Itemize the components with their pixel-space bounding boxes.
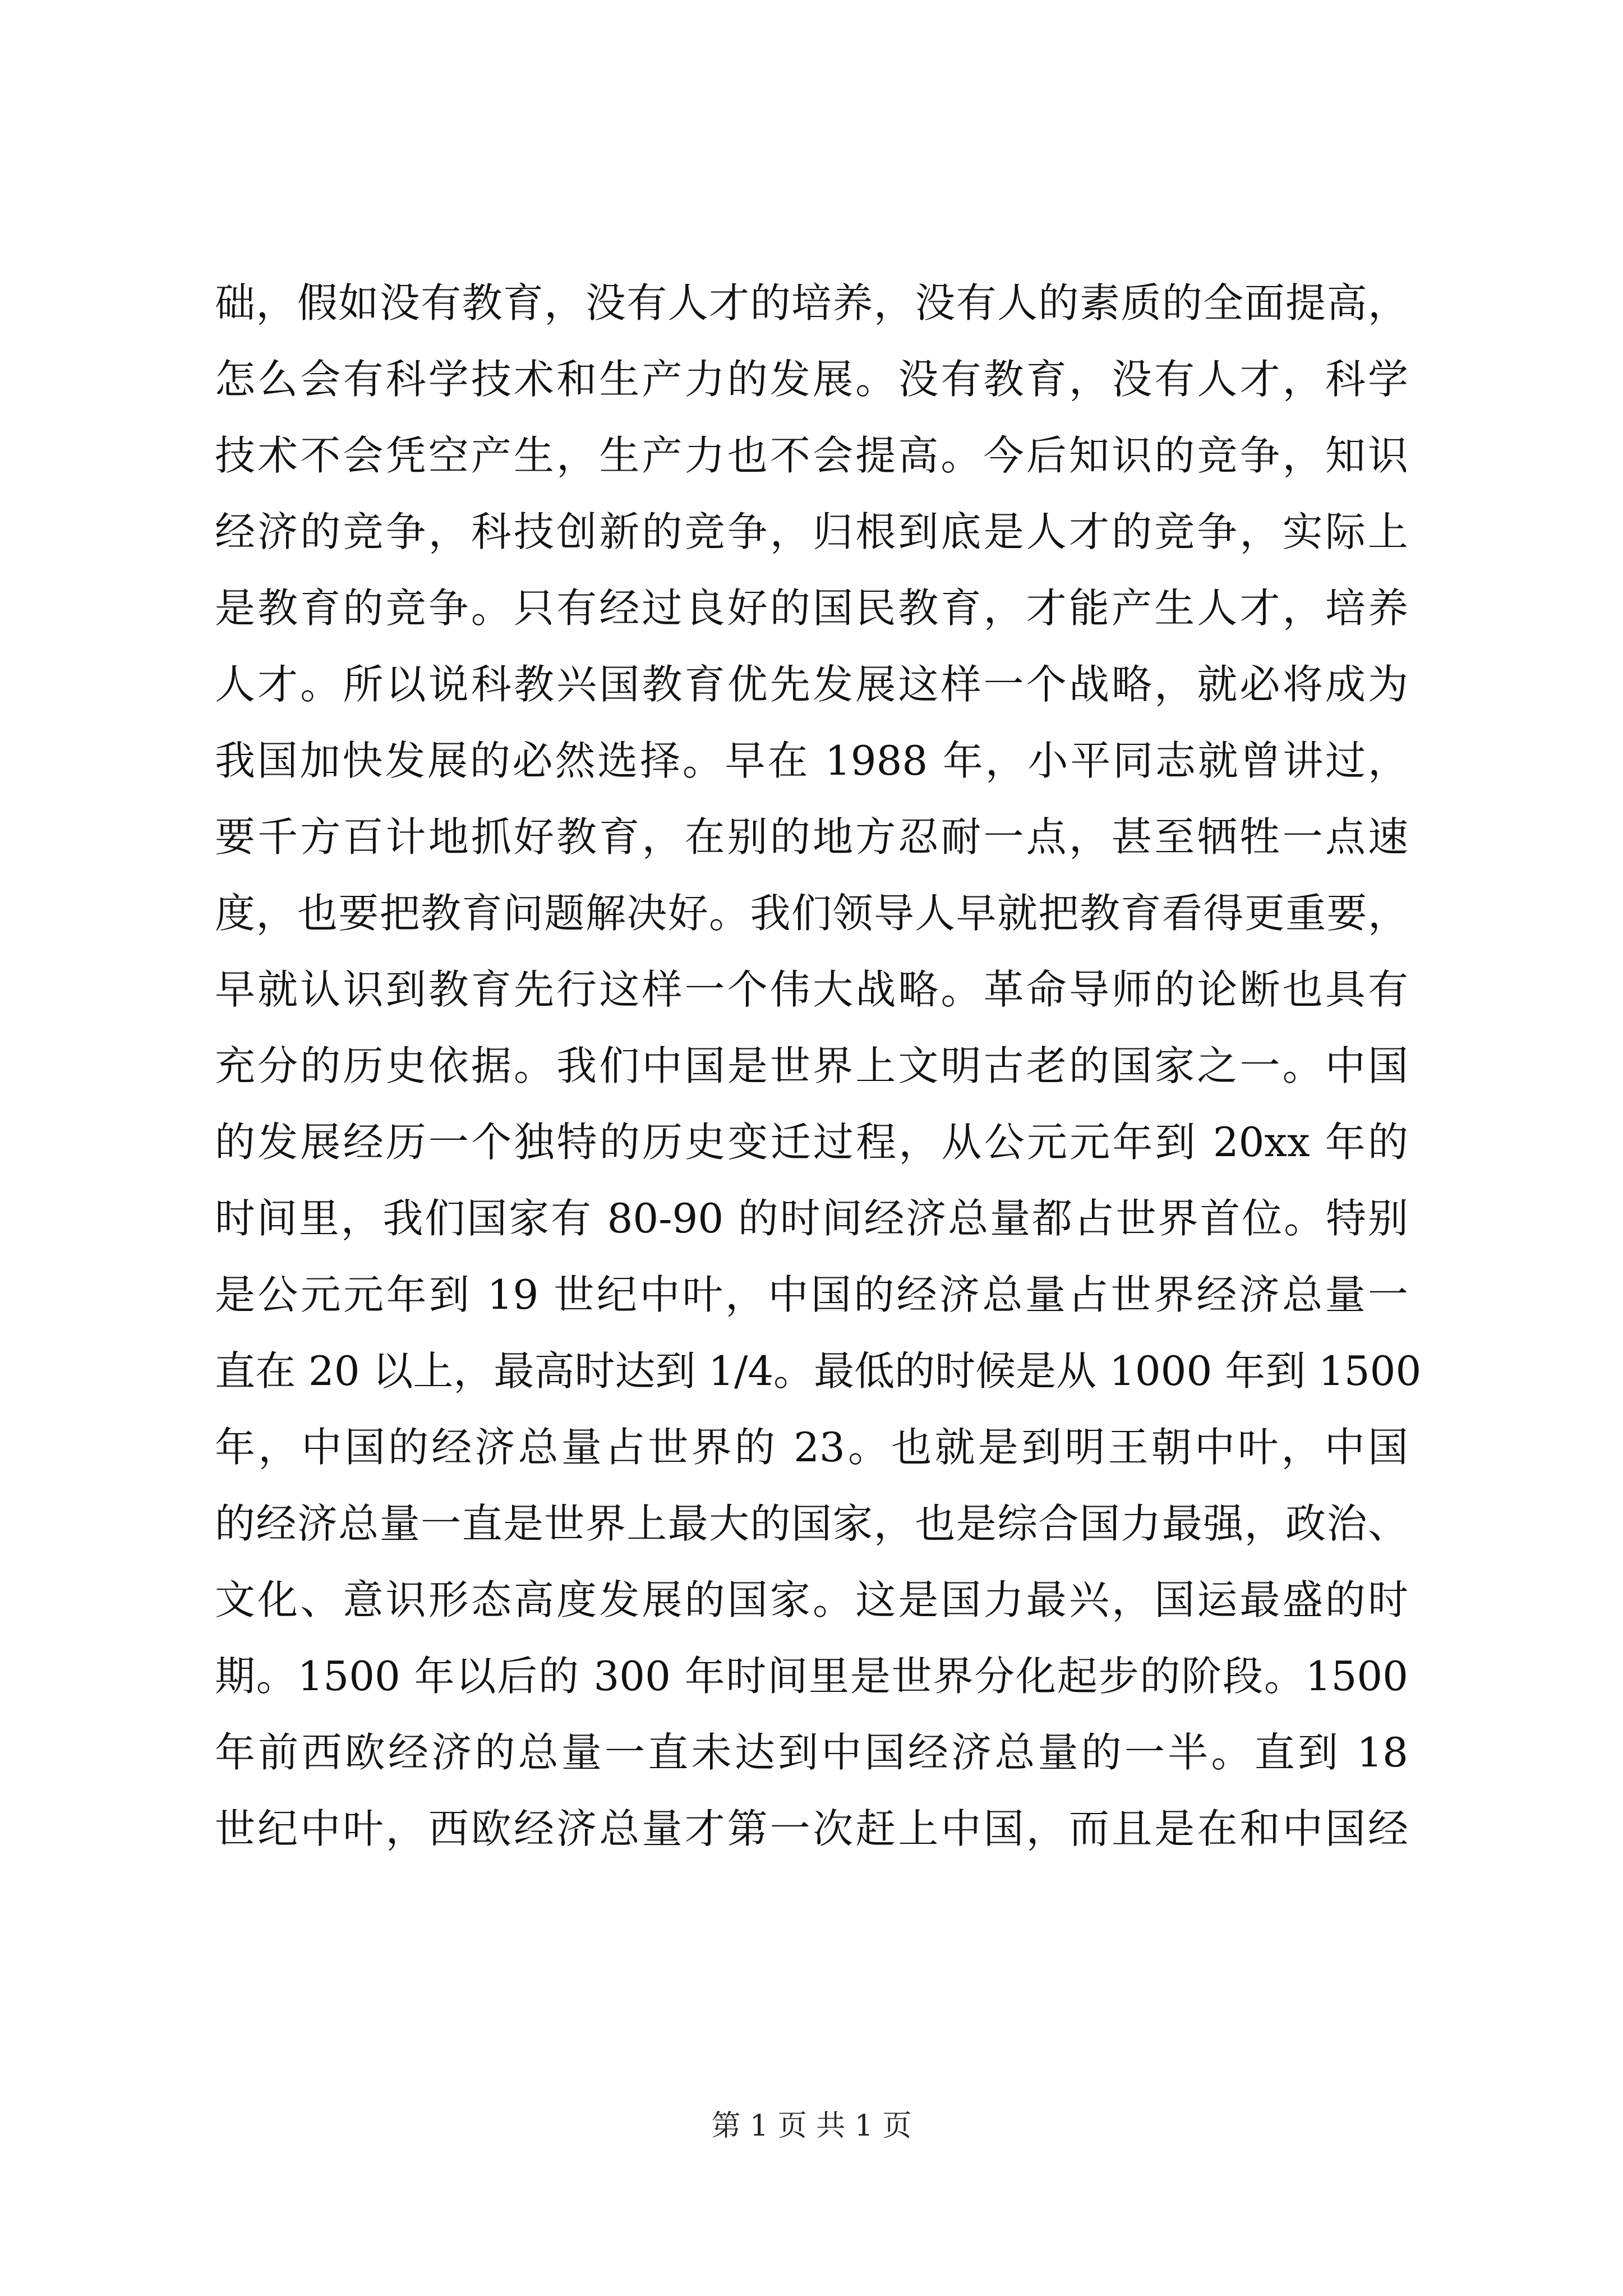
- text-line: 人才。所以说科教兴国教育优先发展这样一个战略，就必将成为: [215, 661, 1408, 708]
- text-line: 年，中国的经济总量占世界的 23。也就是到明王朝中叶，中国: [215, 1424, 1408, 1471]
- text-line: 怎么会有科学技术和生产力的发展。没有教育，没有人才，科学: [215, 356, 1408, 403]
- text-line: 经济的竞争，科技创新的竞争，归根到底是人才的竞争，实际上: [215, 508, 1408, 555]
- text-line: 要千方百计地抓好教育，在别的地方忍耐一点，甚至牺牲一点速: [215, 813, 1408, 861]
- text-line: 世纪中叶，西欧经济总量才第一次赶上中国，而且是在和中国经: [215, 1805, 1408, 1852]
- text-line: 是教育的竞争。只有经过良好的国民教育，才能产生人才，培养: [215, 585, 1408, 632]
- text-line: 是公元元年到 19 世纪中叶，中国的经济总量占世界经济总量一: [215, 1271, 1408, 1318]
- text-line: 时间里，我们国家有 80-90 的时间经济总量都占世界首位。特别: [215, 1195, 1408, 1242]
- text-line: 础，假如没有教育，没有人才的培养，没有人的素质的全面提高，: [215, 279, 1408, 326]
- text-line: 我国加快发展的必然选择。早在 1988 年，小平同志就曾讲过，: [215, 737, 1408, 784]
- text-line: 直在 20 以上，最高时达到 1/4。最低的时候是从 1000 年到 1500: [215, 1347, 1422, 1395]
- page-footer: [0, 2106, 1623, 2146]
- text-line: 技术不会凭空产生，生产力也不会提高。今后知识的竞争，知识: [215, 432, 1408, 479]
- text-line: 的经济总量一直是世界上最大的国家，也是综合国力最强，政治、: [215, 1500, 1408, 1547]
- text-line: 度，也要把教育问题解决好。我们领导人早就把教育看得更重要，: [215, 890, 1408, 937]
- text-line: 期。1500 年以后的 300 年时间里是世界分化起步的阶段。1500: [215, 1653, 1408, 1700]
- text-line: 年前西欧经济的总量一直未达到中国经济总量的一半。直到 18: [215, 1729, 1408, 1776]
- body-text: [215, 265, 1422, 1867]
- text-line: 早就认识到教育先行这样一个伟大战略。革命导师的论断也具有: [215, 966, 1408, 1013]
- text-line: 文化、意识形态高度发展的国家。这是国力最兴，国运最盛的时: [215, 1576, 1408, 1623]
- text-line: 的发展经历一个独特的历史变迁过程，从公元元年到 20xx 年的: [215, 1119, 1408, 1166]
- text-line: 充分的历史依据。我们中国是世界上文明古老的国家之一。中国: [215, 1042, 1408, 1089]
- page-number: 第 1 页 共 1 页: [711, 2109, 912, 2143]
